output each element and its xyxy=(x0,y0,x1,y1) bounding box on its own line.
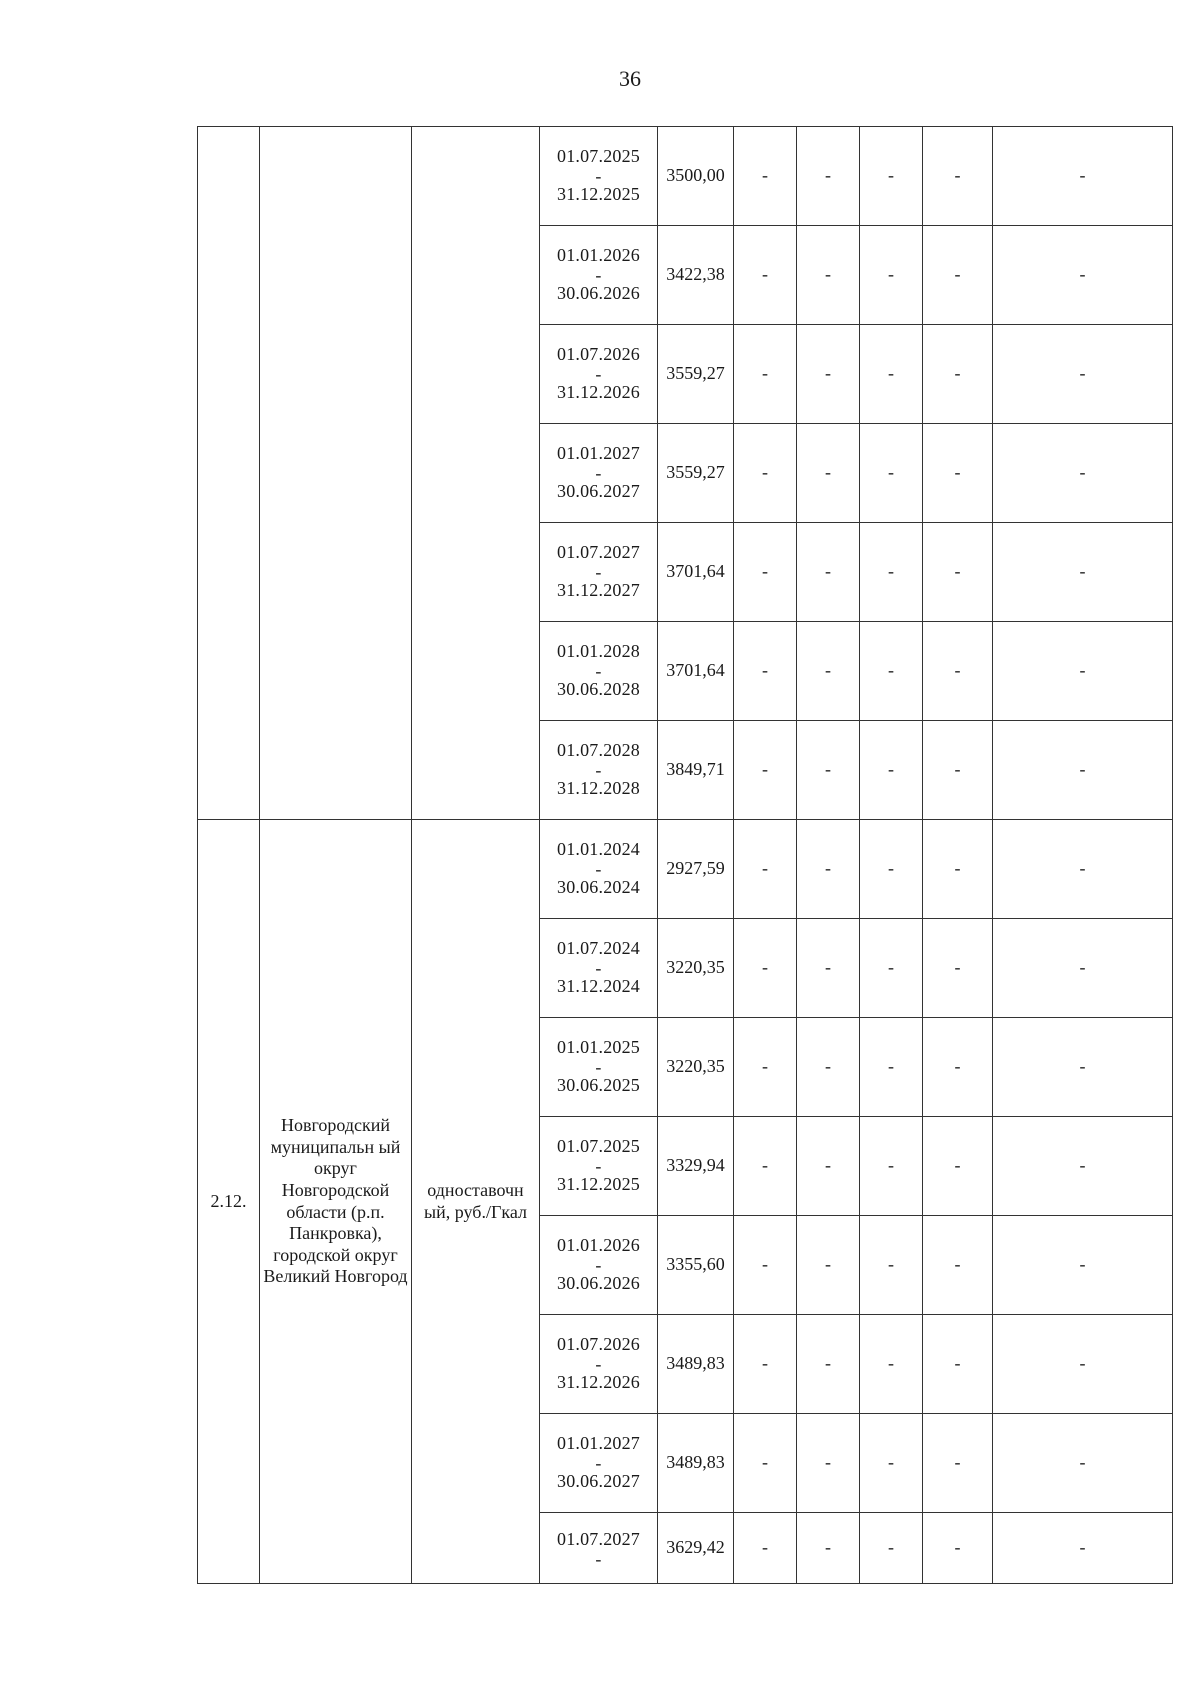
section-number: 2.12. xyxy=(198,820,260,1584)
period-cell xyxy=(540,1414,658,1513)
empty-value-cell: - xyxy=(797,1513,860,1584)
period-separator: - xyxy=(595,165,602,186)
period-start: 01.07.2026 xyxy=(557,344,640,365)
period-start: 01.01.2026 xyxy=(557,1235,640,1256)
tariff-value: 3500,00 xyxy=(658,127,734,226)
period-cell xyxy=(540,325,658,424)
empty-value-cell: - xyxy=(923,1315,993,1414)
empty-value-cell: - xyxy=(860,721,923,820)
tariff-value: 3422,38 xyxy=(658,226,734,325)
period-separator: - xyxy=(595,957,602,978)
period-separator: - xyxy=(595,1056,602,1077)
period-start: 01.01.2028 xyxy=(557,641,640,662)
empty-value-cell: - xyxy=(860,820,923,919)
period-start: 01.07.2026 xyxy=(557,1334,640,1355)
empty-value-cell: - xyxy=(860,325,923,424)
empty-value-cell: - xyxy=(797,127,860,226)
empty-value-cell: - xyxy=(797,523,860,622)
period-start: 01.01.2024 xyxy=(557,839,640,860)
period-start: 01.07.2027 xyxy=(557,542,640,563)
period-start: 01.07.2028 xyxy=(557,740,640,761)
period-start: 01.01.2025 xyxy=(557,1037,640,1058)
period-cell xyxy=(540,1315,658,1414)
empty-value-cell: - xyxy=(860,226,923,325)
period-end: 30.06.2026 xyxy=(557,283,640,304)
period-cell xyxy=(540,820,658,919)
empty-value-cell: - xyxy=(734,226,797,325)
period-cell xyxy=(540,424,658,523)
empty-value-cell: - xyxy=(734,919,797,1018)
period-separator: - xyxy=(595,858,602,879)
empty-value-cell: - xyxy=(923,1414,993,1513)
section-number xyxy=(198,127,260,820)
period-start: 01.07.2024 xyxy=(557,938,640,959)
period-start: 01.07.2025 xyxy=(557,1136,640,1157)
page-number: 36 xyxy=(619,66,641,91)
empty-value-cell: - xyxy=(860,1117,923,1216)
period-end: 30.06.2026 xyxy=(557,1273,640,1294)
period-end: 30.06.2028 xyxy=(557,679,640,700)
period-separator: - xyxy=(595,462,602,483)
period-separator: - xyxy=(595,1155,602,1176)
period-start: 01.07.2027 xyxy=(557,1529,640,1550)
empty-value-cell: - xyxy=(993,127,1173,226)
empty-value-cell: - xyxy=(797,424,860,523)
empty-value-cell: - xyxy=(860,1018,923,1117)
period-separator: - xyxy=(595,561,602,582)
period-separator: - xyxy=(595,1254,602,1275)
empty-value-cell: - xyxy=(860,919,923,1018)
empty-value-cell: - xyxy=(993,721,1173,820)
tariff-value: 3701,64 xyxy=(658,523,734,622)
empty-value-cell: - xyxy=(860,1414,923,1513)
empty-value-cell: - xyxy=(734,1414,797,1513)
empty-value-cell: - xyxy=(797,721,860,820)
empty-value-cell: - xyxy=(734,1216,797,1315)
tariff-value: 3489,83 xyxy=(658,1315,734,1414)
period-cell xyxy=(540,226,658,325)
empty-value-cell: - xyxy=(923,622,993,721)
period-start: 01.07.2025 xyxy=(557,146,640,167)
period-end: 30.06.2025 xyxy=(557,1075,640,1096)
tariff-value: 3849,71 xyxy=(658,721,734,820)
period-cell xyxy=(540,919,658,1018)
empty-value-cell: - xyxy=(923,424,993,523)
tariff-value: 3559,27 xyxy=(658,424,734,523)
empty-value-cell: - xyxy=(734,424,797,523)
period-cell xyxy=(540,1216,658,1315)
period-cell xyxy=(540,721,658,820)
empty-value-cell: - xyxy=(734,127,797,226)
tariff-value: 3329,94 xyxy=(658,1117,734,1216)
empty-value-cell: - xyxy=(860,523,923,622)
table-row xyxy=(198,127,1173,226)
period-start: 01.01.2027 xyxy=(557,443,640,464)
empty-value-cell: - xyxy=(797,226,860,325)
period-cell xyxy=(540,1018,658,1117)
empty-value-cell: - xyxy=(797,1018,860,1117)
period-end: 30.06.2027 xyxy=(557,1471,640,1492)
empty-value-cell: - xyxy=(734,325,797,424)
period-start: 01.01.2026 xyxy=(557,245,640,266)
empty-value-cell: - xyxy=(860,1513,923,1584)
empty-value-cell: - xyxy=(993,622,1173,721)
empty-value-cell: - xyxy=(993,1414,1173,1513)
empty-value-cell: - xyxy=(923,1117,993,1216)
empty-value-cell: - xyxy=(923,1018,993,1117)
empty-value-cell: - xyxy=(797,1315,860,1414)
empty-value-cell: - xyxy=(734,1315,797,1414)
empty-value-cell: - xyxy=(734,820,797,919)
empty-value-cell: - xyxy=(923,523,993,622)
section-territory xyxy=(260,127,412,820)
empty-value-cell: - xyxy=(993,1315,1173,1414)
empty-value-cell: - xyxy=(797,919,860,1018)
tariff-value: 3220,35 xyxy=(658,1018,734,1117)
empty-value-cell: - xyxy=(734,622,797,721)
empty-value-cell: - xyxy=(734,1513,797,1584)
tariff-value: 3559,27 xyxy=(658,325,734,424)
empty-value-cell: - xyxy=(860,1216,923,1315)
tariff-value: 3489,83 xyxy=(658,1414,734,1513)
tariff-table xyxy=(197,126,1173,1584)
tariff-table-body xyxy=(198,127,1173,1584)
empty-value-cell: - xyxy=(993,1513,1173,1584)
empty-value-cell: - xyxy=(797,820,860,919)
period-end: 31.12.2026 xyxy=(557,1372,640,1393)
empty-value-cell: - xyxy=(993,820,1173,919)
period-end: 31.12.2028 xyxy=(557,778,640,799)
period-cell xyxy=(540,1513,658,1584)
empty-value-cell: - xyxy=(993,919,1173,1018)
empty-value-cell: - xyxy=(993,424,1173,523)
period-separator: - xyxy=(595,759,602,780)
empty-value-cell: - xyxy=(923,721,993,820)
empty-value-cell: - xyxy=(923,1513,993,1584)
empty-value-cell: - xyxy=(993,1216,1173,1315)
empty-value-cell: - xyxy=(797,325,860,424)
empty-value-cell: - xyxy=(734,1018,797,1117)
period-separator: - xyxy=(595,660,602,681)
table-row xyxy=(198,820,1173,919)
empty-value-cell: - xyxy=(734,721,797,820)
tariff-value: 3220,35 xyxy=(658,919,734,1018)
period-separator: - xyxy=(595,264,602,285)
empty-value-cell: - xyxy=(734,1117,797,1216)
tariff-value: 3629,42 xyxy=(658,1513,734,1584)
period-separator: - xyxy=(595,1452,602,1473)
period-end: 31.12.2026 xyxy=(557,382,640,403)
period-separator: - xyxy=(595,363,602,384)
section-tariff-type xyxy=(412,127,540,820)
period-cell xyxy=(540,127,658,226)
period-separator: - xyxy=(595,1548,602,1569)
empty-value-cell: - xyxy=(797,1117,860,1216)
period-end: 31.12.2024 xyxy=(557,976,640,997)
period-cell xyxy=(540,1117,658,1216)
tariff-value: 3355,60 xyxy=(658,1216,734,1315)
empty-value-cell: - xyxy=(923,820,993,919)
period-end: 31.12.2025 xyxy=(557,184,640,205)
empty-value-cell: - xyxy=(797,1216,860,1315)
empty-value-cell: - xyxy=(993,1018,1173,1117)
empty-value-cell: - xyxy=(993,325,1173,424)
empty-value-cell: - xyxy=(797,622,860,721)
empty-value-cell: - xyxy=(923,1216,993,1315)
empty-value-cell: - xyxy=(860,127,923,226)
period-end: 31.12.2025 xyxy=(557,1174,640,1195)
empty-value-cell: - xyxy=(993,1117,1173,1216)
empty-value-cell: - xyxy=(860,424,923,523)
empty-value-cell: - xyxy=(923,919,993,1018)
empty-value-cell: - xyxy=(860,622,923,721)
period-end: 31.12.2027 xyxy=(557,580,640,601)
tariff-value: 2927,59 xyxy=(658,820,734,919)
empty-value-cell: - xyxy=(993,226,1173,325)
period-cell xyxy=(540,523,658,622)
tariff-value: 3701,64 xyxy=(658,622,734,721)
section-territory: Новгородский муниципальн ый округ Новгородской области (р.п. Панкровка), городской округ Великий Новгород xyxy=(260,820,412,1584)
empty-value-cell: - xyxy=(797,1414,860,1513)
section-tariff-type: одноставочн ый, руб./Гкал xyxy=(412,820,540,1584)
empty-value-cell: - xyxy=(923,325,993,424)
empty-value-cell: - xyxy=(734,523,797,622)
period-end: 30.06.2027 xyxy=(557,481,640,502)
empty-value-cell: - xyxy=(923,127,993,226)
period-cell xyxy=(540,622,658,721)
period-separator: - xyxy=(595,1353,602,1374)
empty-value-cell: - xyxy=(993,523,1173,622)
period-end: 30.06.2024 xyxy=(557,877,640,898)
empty-value-cell: - xyxy=(860,1315,923,1414)
period-start: 01.01.2027 xyxy=(557,1433,640,1454)
empty-value-cell: - xyxy=(923,226,993,325)
